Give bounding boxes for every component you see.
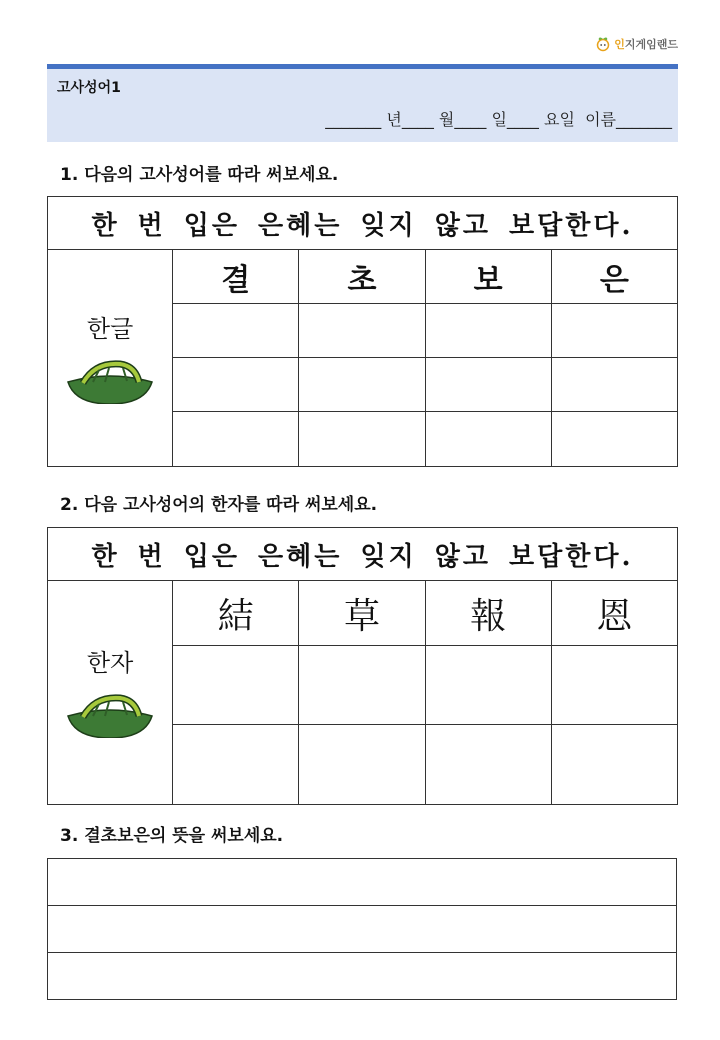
meaning-answer-area[interactable] — [47, 858, 677, 1000]
hanja-label-cell — [48, 581, 173, 805]
worksheet-header — [47, 64, 678, 142]
brand-name: 지게임랜드 — [624, 38, 678, 51]
hanja-char: 報 — [425, 581, 551, 646]
writing-box[interactable] — [173, 725, 299, 805]
hanja-label: 한자 — [86, 649, 134, 677]
section2-title: 2. 다음 고사성어의 한자를 따라 써보세요. — [60, 495, 378, 515]
writing-box[interactable] — [551, 412, 677, 467]
worksheet-title: 고사성어1 — [57, 80, 121, 96]
section3-title: 3. 결초보은의 뜻을 써보세요. — [60, 826, 284, 846]
writing-box[interactable] — [299, 304, 425, 358]
date-name-line: _______ 년____ 월____ 일____ 요일 이름_______ — [325, 110, 672, 129]
hangul-char: 초 — [299, 250, 425, 304]
hangul-practice-table — [47, 196, 678, 467]
writing-box[interactable] — [425, 646, 551, 725]
writing-box[interactable] — [173, 646, 299, 725]
hangul-char: 보 — [425, 250, 551, 304]
section2-phrase: 한 번 입은 은혜는 잊지 않고 보답한다. — [48, 528, 678, 581]
hanja-char: 結 — [173, 581, 299, 646]
answer-line[interactable] — [48, 859, 676, 906]
hanja-char: 草 — [299, 581, 425, 646]
grass-mound-icon — [65, 356, 155, 404]
hanja-practice-table — [47, 527, 678, 805]
writing-box[interactable] — [299, 358, 425, 412]
hangul-char: 결 — [173, 250, 299, 304]
hangul-char: 은 — [551, 250, 677, 304]
writing-box[interactable] — [551, 725, 677, 805]
grass-mound-icon — [65, 690, 155, 738]
brand-accent: 인 — [614, 38, 625, 51]
sprout-icon — [595, 36, 611, 52]
writing-box[interactable] — [425, 412, 551, 467]
section1-phrase: 한 번 입은 은혜는 잊지 않고 보답한다. — [48, 197, 678, 250]
writing-box[interactable] — [551, 358, 677, 412]
writing-box[interactable] — [425, 725, 551, 805]
section1-title: 1. 다음의 고사성어를 따라 써보세요. — [60, 165, 339, 185]
answer-line[interactable] — [48, 906, 676, 953]
writing-box[interactable] — [299, 646, 425, 725]
answer-line[interactable] — [48, 953, 676, 999]
writing-box[interactable] — [551, 304, 677, 358]
writing-box[interactable] — [425, 358, 551, 412]
writing-box[interactable] — [173, 358, 299, 412]
writing-box[interactable] — [173, 412, 299, 467]
hanja-char: 恩 — [551, 581, 677, 646]
writing-box[interactable] — [173, 304, 299, 358]
writing-box[interactable] — [299, 725, 425, 805]
writing-box[interactable] — [551, 646, 677, 725]
hangul-label: 한글 — [86, 314, 134, 343]
writing-box[interactable] — [425, 304, 551, 358]
hangul-label-cell — [48, 250, 173, 467]
writing-box[interactable] — [299, 412, 425, 467]
brand-logo — [595, 36, 678, 52]
